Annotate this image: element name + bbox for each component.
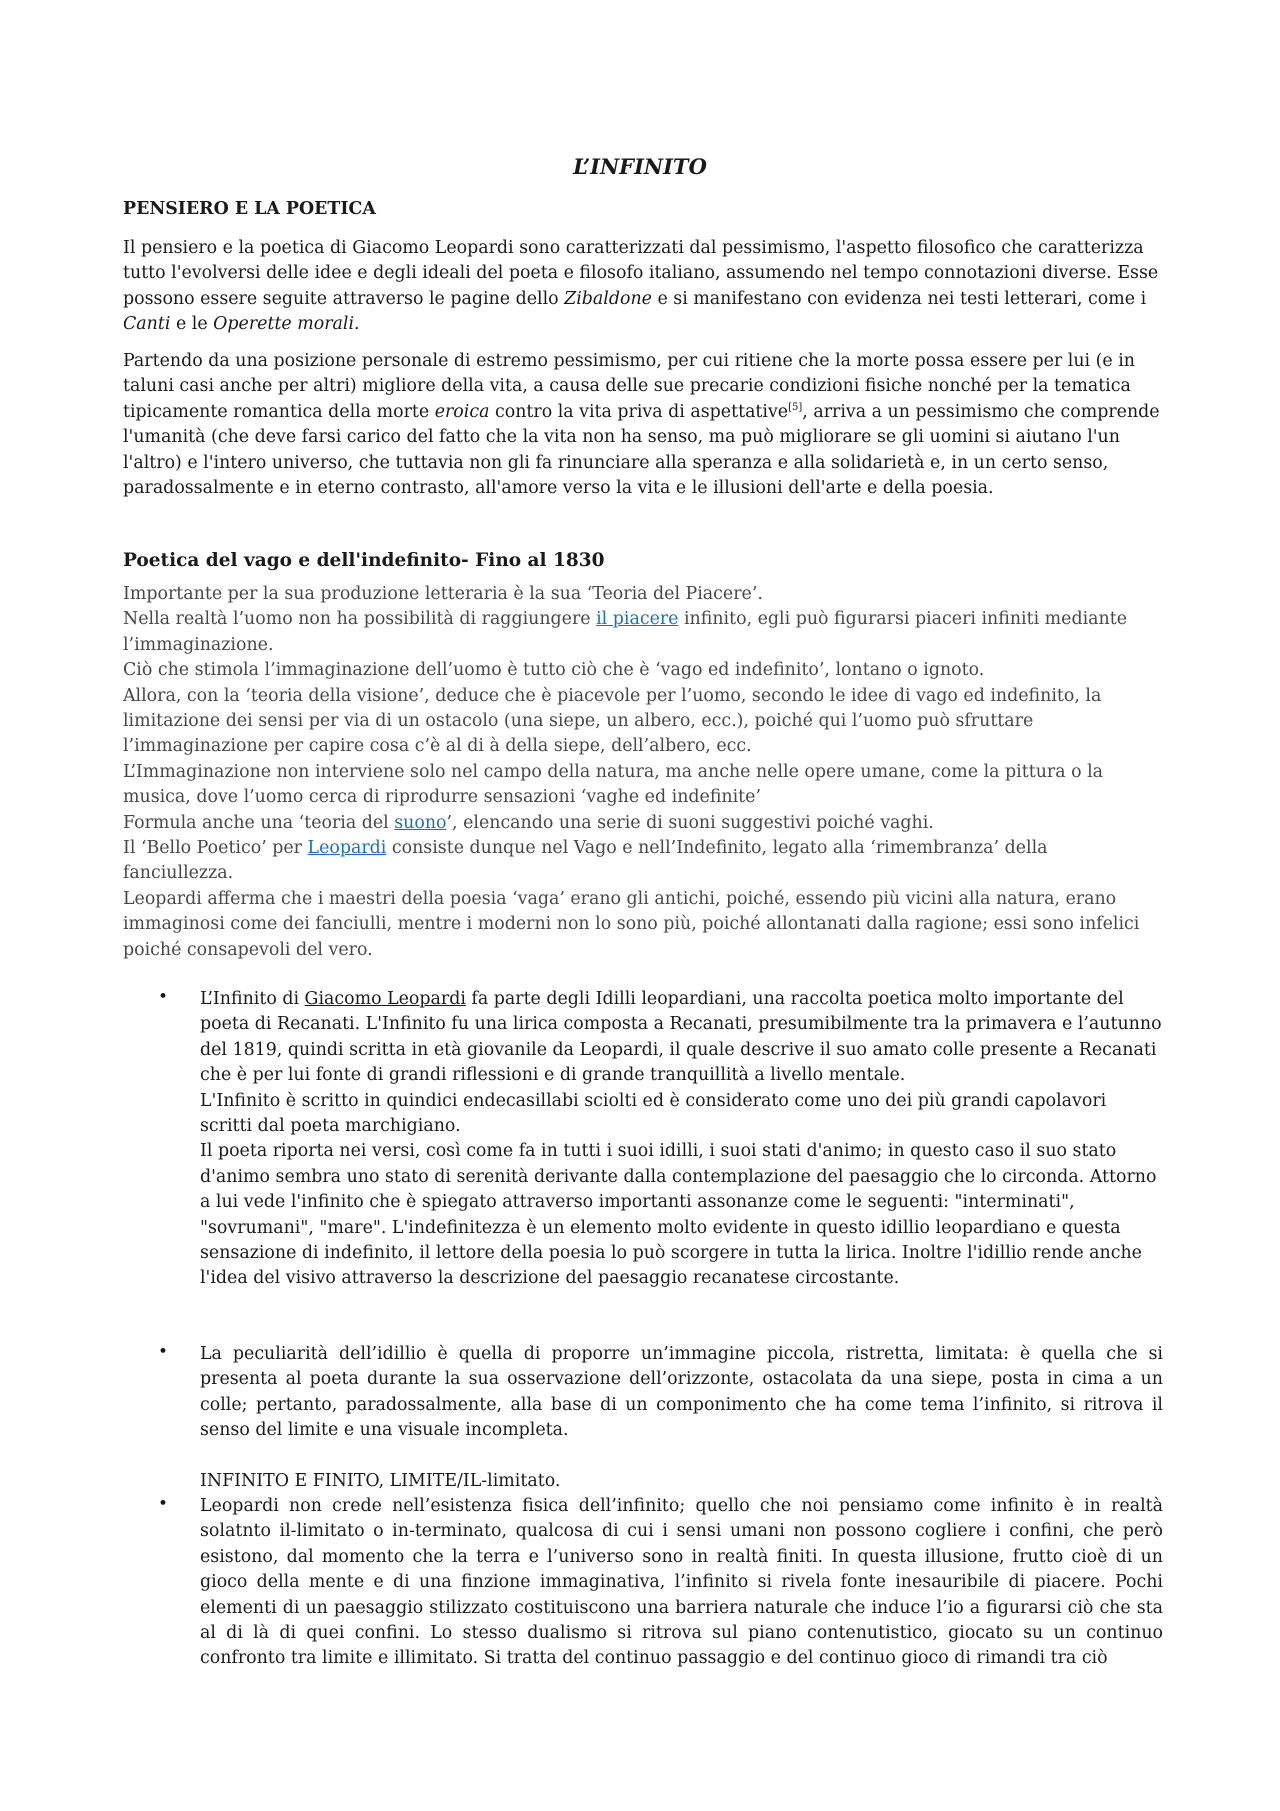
link-suono[interactable]: suono: [394, 812, 447, 833]
bullet-dot-3: •: [158, 1494, 169, 1514]
section-heading-pensiero: PENSIERO E LA POETICA: [123, 199, 376, 219]
canti-title: Canti: [123, 314, 171, 335]
paragraph-pensiero-1: Il pensiero e la poetica di Giacomo Leopardi sono caratterizzati dal pessimismo, l'aspetto filosofico che caratterizza tutto l'evolversi delle idee e degli ideali del poeta e filosofo italiano, assumendo nel tempo connotazioni diverse. Esse possono essere seguite attraverso le pagine dello Zibaldone e si manifestano con evidenza nei testi letterari, come i Canti e le Operette morali.: [123, 238, 1159, 335]
text-line: Ciò che stimola l’immaginazione dell’uomo è tutto ciò che è ‘vago ed indefinito’, lontano o ignoto.: [123, 660, 985, 681]
paragraph-pensiero-2: Partendo da una posizione personale di estremo pessimismo, per cui ritiene che la morte possa essere per lui (e in taluni casi anche per altri) migliore della vita, a causa delle sue precarie condizioni fisiche nonché per la tematica tipicamente romantica della morte eroica contro la vita priva di aspettative[5], arriva a un pessimismo che comprende l'umanità (che deve farsi carico del fatto che la vita non ha senso, ma può migliorare se gli uomini si aiutano l'un l'altro) e l'intero universo, che tuttavia non gli fa rinunciare alla speranza e alla solidarietà e, in un certo senso, paradossalmente e in eterno contrasto, all'amore verso la vita e le illusioni dell'arte e della poesia.: [123, 351, 1160, 499]
bullet-infinito-finito: Leopardi non crede nell’esistenza fisica dell’infinito; quello che noi pensiamo come infinito è in realtà solatnto il-limitato o in-terminato, qualcosa di cui i sensi umani non possono cogliere i confini, che però esistono, dal momento che la terra e l’universo sono in realtà finiti. In questa illusione, frutto cioè di un gioco della mente e di una finzione immaginativa, l’infinito si rivela fonte inesauribile di piacere. Pochi elementi di un paesaggio stilizzato costituiscono una barriera naturale che induce l’io a figurarsi ciò che sta al di là di quei confini. Lo stesso dualismo si ritrova sul piano contenutistico, giocato su un continuo confronto tra limite e illimitato. Si tratta del continuo passaggio e del continuo gioco di rimandi tra ciò: [200, 1496, 1163, 1669]
text-line: Il ‘Bello Poetico’ per Leopardi consiste dunque nel Vago e nell’Indefinito, legato alla ‘rimembranza’ della fanciullezza.: [123, 838, 1048, 884]
bullet-infinito-intro: L’Infinito di Giacomo Leopardi fa parte degli Idilli leopardiani, una raccolta poetica molto importante del poeta di Recanati. L'Infinito fu una lirica composta a Recanati, presumibilmente tra la primavera e l’autunno del 1819, quindi scritta in età giovanile da Leopardi, il quale descrive il suo amato colle presente a Recanati che è per lui fonte di grandi riflessioni e di grande tranquillità a livello mentale. L'Infinito è scritto in quindici endecasillabi sciolti ed è considerato come uno dei più grandi capolavori scritti dal poeta marchigiano. Il poeta riporta nei versi, così come fa in tutti i suoi idilli, i suoi stati d'animo; in questo caso il suo stato d'animo sembra uno stato di serenità derivante dalla contemplazione del paesaggio che lo circonda. Attorno a lui vede l'infinito che è spiegato attraverso importanti assonanze come le seguenti: "interminati", "sovrumani", "mare". L'indefinitezza è un elemento molto evidente in questo idillio leopardiano e questa sensazione di indefinito, il lettore della poesia lo può scorgere in tutta la lirica. Inoltre l'idillio rende anche l'idea del visivo attraverso la descrizione del paesaggio recanatese circostante.: [200, 989, 1162, 1289]
bullet-peculiarita: La peculiarità dell’idillio è quella di proporre un’immagine piccola, ristretta, limitata: è quella che si presenta al poeta durante la sua osservazione dell’orizzonte, ostacolata da una siepe, posta in cima a un colle; pertanto, paradossalmente, alla base di un componimento che ha come tema l’infinito, si ritrova il senso del limite e una visuale incompleta.: [200, 1344, 1163, 1441]
footnote-ref[interactable]: [5]: [788, 402, 803, 414]
bullet-dot-2: •: [158, 1342, 169, 1362]
text-line: L’Immaginazione non interviene solo nel campo della natura, ma anche nelle opere umane, come la pittura o la musica, dove l’uomo cerca di riprodurre sensazioni ‘vaghe ed indefinite’: [123, 761, 1104, 808]
eroica-word: eroica: [434, 401, 490, 422]
text-line: Formula anche una ‘teoria del suono’, elencando una serie di suoni suggestivi poiché vaghi.: [123, 812, 934, 833]
section-poetica-vago-body: [123, 582, 1163, 963]
text-line: Nella realtà l’uomo non ha possibilità di raggiungere il piacere infinito, egli può figurarsi piaceri infiniti mediante l’immaginazione.: [123, 609, 1128, 655]
link-il-piacere[interactable]: il piacere: [596, 609, 679, 630]
subheading-infinito-finito: INFINITO E FINITO, LIMITE/IL-limitato.: [200, 1471, 561, 1491]
operette-title: Operette morali: [213, 314, 355, 335]
section-heading-poetica-vago: Poetica del vago e dell'indefinito- Fino al 1830: [123, 550, 605, 571]
zibaldone-title: Zibaldone: [564, 288, 652, 309]
link-giacomo-leopardi[interactable]: Giacomo Leopardi: [304, 989, 466, 1009]
text-line: Leopardi afferma che i maestri della poesia ‘vaga’ erano gli antichi, poiché, essendo più vicini alla natura, erano immaginosi come dei fanciulli, mentre i moderni non lo sono più, poiché allontanati dalla ragione; essi sono infelici poiché consapevoli del vero.: [123, 888, 1140, 960]
text-line: Importante per la sua produzione letteraria è la sua ‘Teoria del Piacere’.: [123, 584, 763, 604]
document-title: L’INFINITO: [573, 154, 707, 179]
bullet-dot-1: •: [158, 987, 169, 1007]
link-leopardi[interactable]: Leopardi: [307, 838, 387, 859]
text-line: Allora, con la ‘teoria della visione’, deduce che è piacevole per l’uomo, secondo le idee di vago ed indefinito, la limitazione dei sensi per via di un ostacolo (una siepe, un albero, ecc.), poiché qui l’uomo può sfruttare l’immaginazione per capire cosa c’è al di à della siepe, dell’albero, ecc.: [123, 685, 1102, 757]
